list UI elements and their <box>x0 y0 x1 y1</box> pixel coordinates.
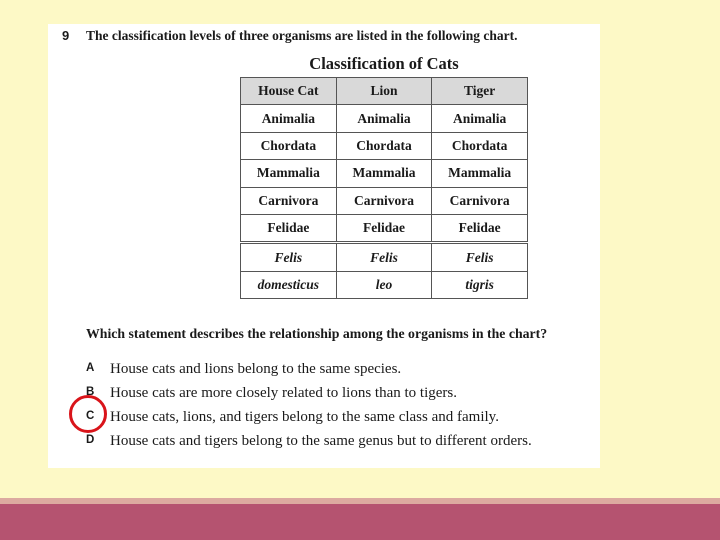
table-cell: Carnivora <box>336 187 432 214</box>
table-cell: Mammalia <box>241 160 337 187</box>
table-row <box>241 271 528 298</box>
table-cell: Animalia <box>241 105 337 132</box>
option-text: House cats and tigers belong to the same genus but to different orders. <box>110 433 532 449</box>
table-cell: Felidae <box>432 214 528 242</box>
table-row <box>241 132 528 159</box>
header-cell: Tiger <box>432 78 528 105</box>
table-row <box>241 187 528 214</box>
table-cell: Carnivora <box>241 187 337 214</box>
table-cell: Felis <box>432 243 528 271</box>
classification-table <box>240 77 528 299</box>
question-prompt: Which statement describes the relationship among the organisms in the chart? <box>86 326 548 341</box>
table-cell: Mammalia <box>336 160 432 187</box>
table-cell: domesticus <box>241 271 337 298</box>
table-row <box>241 214 528 242</box>
header-cell: Lion <box>336 78 432 105</box>
option-text: House cats are more closely related to lions than to tigers. <box>110 385 457 401</box>
question-number: 9 <box>62 28 70 43</box>
table-cell: Felis <box>336 243 432 271</box>
table-cell: Chordata <box>336 132 432 159</box>
table-row <box>241 160 528 187</box>
question-text: The classification levels of three organisms are listed in the following chart. <box>86 28 518 43</box>
table-cell: Felidae <box>336 214 432 242</box>
chart-title: Classification of Cats <box>309 54 459 73</box>
table-cell: Felidae <box>241 214 337 242</box>
table-cell: Felis <box>241 243 337 271</box>
option-text: House cats and lions belong to the same species. <box>110 361 402 377</box>
table-header-row <box>241 78 528 105</box>
option-letter: B <box>86 386 95 398</box>
table-row <box>241 243 528 271</box>
answer-circle-annotation <box>69 395 107 433</box>
header-cell: House Cat <box>241 78 337 105</box>
table-cell: Chordata <box>432 132 528 159</box>
table-cell: Chordata <box>241 132 337 159</box>
table-cell: leo <box>336 271 432 298</box>
footer-band <box>0 504 720 540</box>
option-letter: C <box>86 410 95 422</box>
table-row <box>241 105 528 132</box>
table-cell: tigris <box>432 271 528 298</box>
table-cell: Animalia <box>336 105 432 132</box>
table-cell: Mammalia <box>432 160 528 187</box>
option-text: House cats, lions, and tigers belong to the same class and family. <box>110 409 499 425</box>
option-letter: A <box>86 362 95 374</box>
table-cell: Animalia <box>432 105 528 132</box>
table-cell: Carnivora <box>432 187 528 214</box>
option-letter: D <box>86 434 95 446</box>
